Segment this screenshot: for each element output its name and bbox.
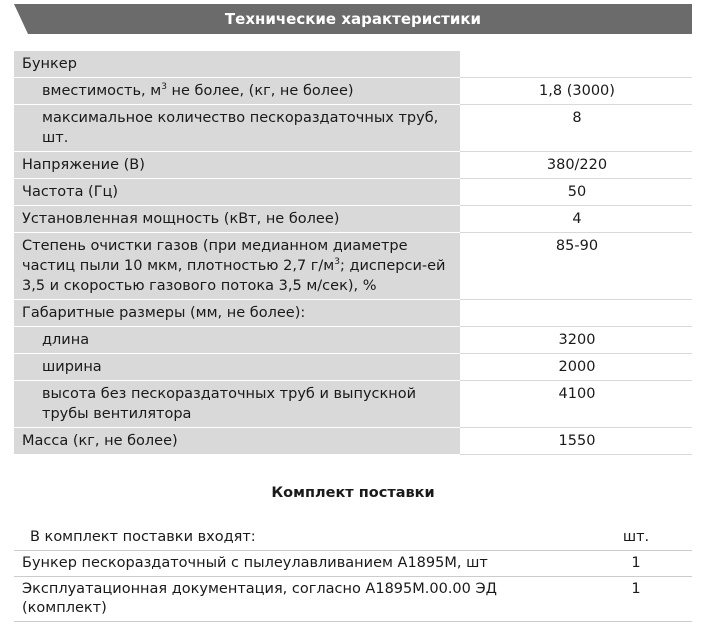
spec-value xyxy=(460,300,692,327)
label-superscript: 3 xyxy=(334,257,340,268)
label-part: ; дисперси-ей 3,5 и скоростью газового потока 3,5 м/сек), % xyxy=(22,258,446,294)
spec-label: Напряжение (В) xyxy=(14,152,460,179)
table-row xyxy=(14,152,692,179)
kit-item-qty: 1 xyxy=(578,551,692,577)
kit-header-unit: шт. xyxy=(578,525,692,551)
label-part: Степень очистки газов (при медианном диаметре частиц пыли 10 мкм, плотностью 2,7 г/м xyxy=(22,238,408,274)
section-header xyxy=(14,4,692,34)
table-row xyxy=(14,381,692,428)
table-row xyxy=(14,51,692,78)
table-row xyxy=(14,179,692,206)
spec-value xyxy=(460,51,692,78)
spec-label xyxy=(14,233,460,300)
table-row xyxy=(14,300,692,327)
table-row xyxy=(14,525,692,551)
table-row xyxy=(14,78,692,105)
spec-label xyxy=(14,78,460,105)
kit-item-label: Бункер пескораздаточный с пылеулавливанием А1895М, шт xyxy=(14,551,578,577)
spec-label: высота без пескораздаточных труб и выпускной трубы вентилятора xyxy=(14,381,460,428)
label-part: вместимость, м xyxy=(42,83,162,99)
kit-item-qty: 1 xyxy=(578,577,692,622)
table-row xyxy=(14,206,692,233)
spec-label: Частота (Гц) xyxy=(14,179,460,206)
spec-value: 1550 xyxy=(460,428,692,455)
kit-header-label: В комплект поставки входят: xyxy=(14,525,578,551)
kit-table xyxy=(14,525,692,622)
table-row xyxy=(14,428,692,455)
spec-label: ширина xyxy=(14,354,460,381)
spec-value: 3200 xyxy=(460,327,692,354)
table-row xyxy=(14,551,692,577)
spec-value: 4 xyxy=(460,206,692,233)
section-title: Технические характеристики xyxy=(224,10,482,28)
table-row xyxy=(14,105,692,152)
table-row xyxy=(14,354,692,381)
table-row xyxy=(14,233,692,300)
table-row xyxy=(14,327,692,354)
kit-item-label: Эксплуатационная документация, согласно А1895М.00.00 ЭД (комплект) xyxy=(14,577,578,622)
spec-label: длина xyxy=(14,327,460,354)
spec-value: 85-90 xyxy=(460,233,692,300)
spec-label: Габаритные размеры (мм, не более): xyxy=(14,300,460,327)
spec-value: 4100 xyxy=(460,381,692,428)
label-superscript: 3 xyxy=(161,82,167,93)
spec-value: 2000 xyxy=(460,354,692,381)
spec-label: максимальное количество пескораздаточных труб, шт. xyxy=(14,105,460,152)
spec-value: 50 xyxy=(460,179,692,206)
spec-value: 1,8 (3000) xyxy=(460,78,692,105)
table-row xyxy=(14,577,692,622)
kit-title: Комплект поставки xyxy=(271,485,435,501)
specs-table xyxy=(14,51,692,455)
spec-value: 380/220 xyxy=(460,152,692,179)
spec-value: 8 xyxy=(460,105,692,152)
spec-label: Бункер xyxy=(14,51,460,78)
label-part: не более, (кг, не более) xyxy=(166,83,354,99)
spec-label: Установленная мощность (кВт, не более) xyxy=(14,206,460,233)
spec-label: Масса (кг, не более) xyxy=(14,428,460,455)
